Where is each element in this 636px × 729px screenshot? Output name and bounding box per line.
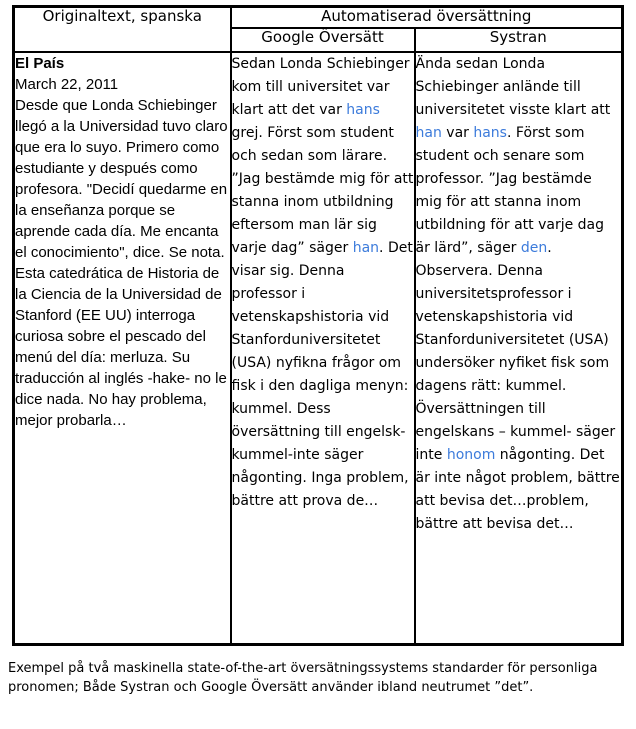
cell-google-translation [231,52,415,645]
header-systran: Systran [415,28,623,52]
highlighted-pronoun: han [352,239,380,256]
header-automated-translation: Automatiserad översättning [231,7,623,28]
cell-systran-translation [415,52,623,645]
highlighted-pronoun: han [415,124,442,141]
figure-caption: Exempel på två maskinella state-of-the-art översätningssystems standarder för personliga pronomen; Både Systran och Google Översätt använder ibland neutrumet ”det”. [8,661,598,695]
cell-original-text [14,52,231,645]
source-name: El País [15,54,65,72]
original-spanish-text: Desde que Londa Schiebinger llegó a la Universidad tuvo claro que era lo suyo. Primero como estudiante y después como profesora. "Decidí quedarme en la enseñanza porque se aprende cada día. Me encanta el conocimiento", dice. Se nota. Esta catedrática de Historia de la Ciencia de la Universidad de Stanford (EE UU) interroga curiosa sobre el pescado del menú del día: merluza. Su traducción al inglés -hake- no le dice nada. No hay problema, mejor probarla… [15,96,228,429]
systran-translation-text: Ända sedan Londa Schiebinger anlände till universitetet visste klart att han var hans. Först som student och senare som professor. ”Jag bestämde mig för att stanna inom utbildning för att varje dag är lärd”, säger den. Observera. Denna universitetsprofessor i vetenskapshistoria vid Stanforduniversitetet (USA) undersöker nyfiket fisk som dagens rätt: kummel. Översättningen till engelskans – kummel- säger inte honom någonting. Det är inte något problem, bättre att bevisa det…problem, bättre att bevisa det… [415,55,620,532]
header-google-translate: Google Översätt [231,28,415,52]
translation-table [12,5,624,646]
header-original-column: Originaltext, spanska [14,7,231,52]
highlighted-pronoun: hans [346,101,380,118]
google-translation-text: Sedan Londa Schiebinger kom till universitet var klart att det var hans grej. Först som student och sedan som lärare. ”Jag bestämde mig för att stanna inom utbildning eftersom man lär sig varje dag” säger han. Det visar sig. Denna professor i vetenskapshistoria vid Stanforduniversitetet (USA) nyfikna frågor om fisk i den dagliga menyn: kummel. Dess översättning till engelsk-kummel-inte säger någonting. Inga problem, bättre att prova de… [231,55,414,509]
highlighted-pronoun: hans [473,124,507,141]
source-date: March 22, 2011 [15,75,119,93]
highlighted-pronoun: den [520,239,548,256]
highlighted-pronoun: honom [446,446,496,463]
